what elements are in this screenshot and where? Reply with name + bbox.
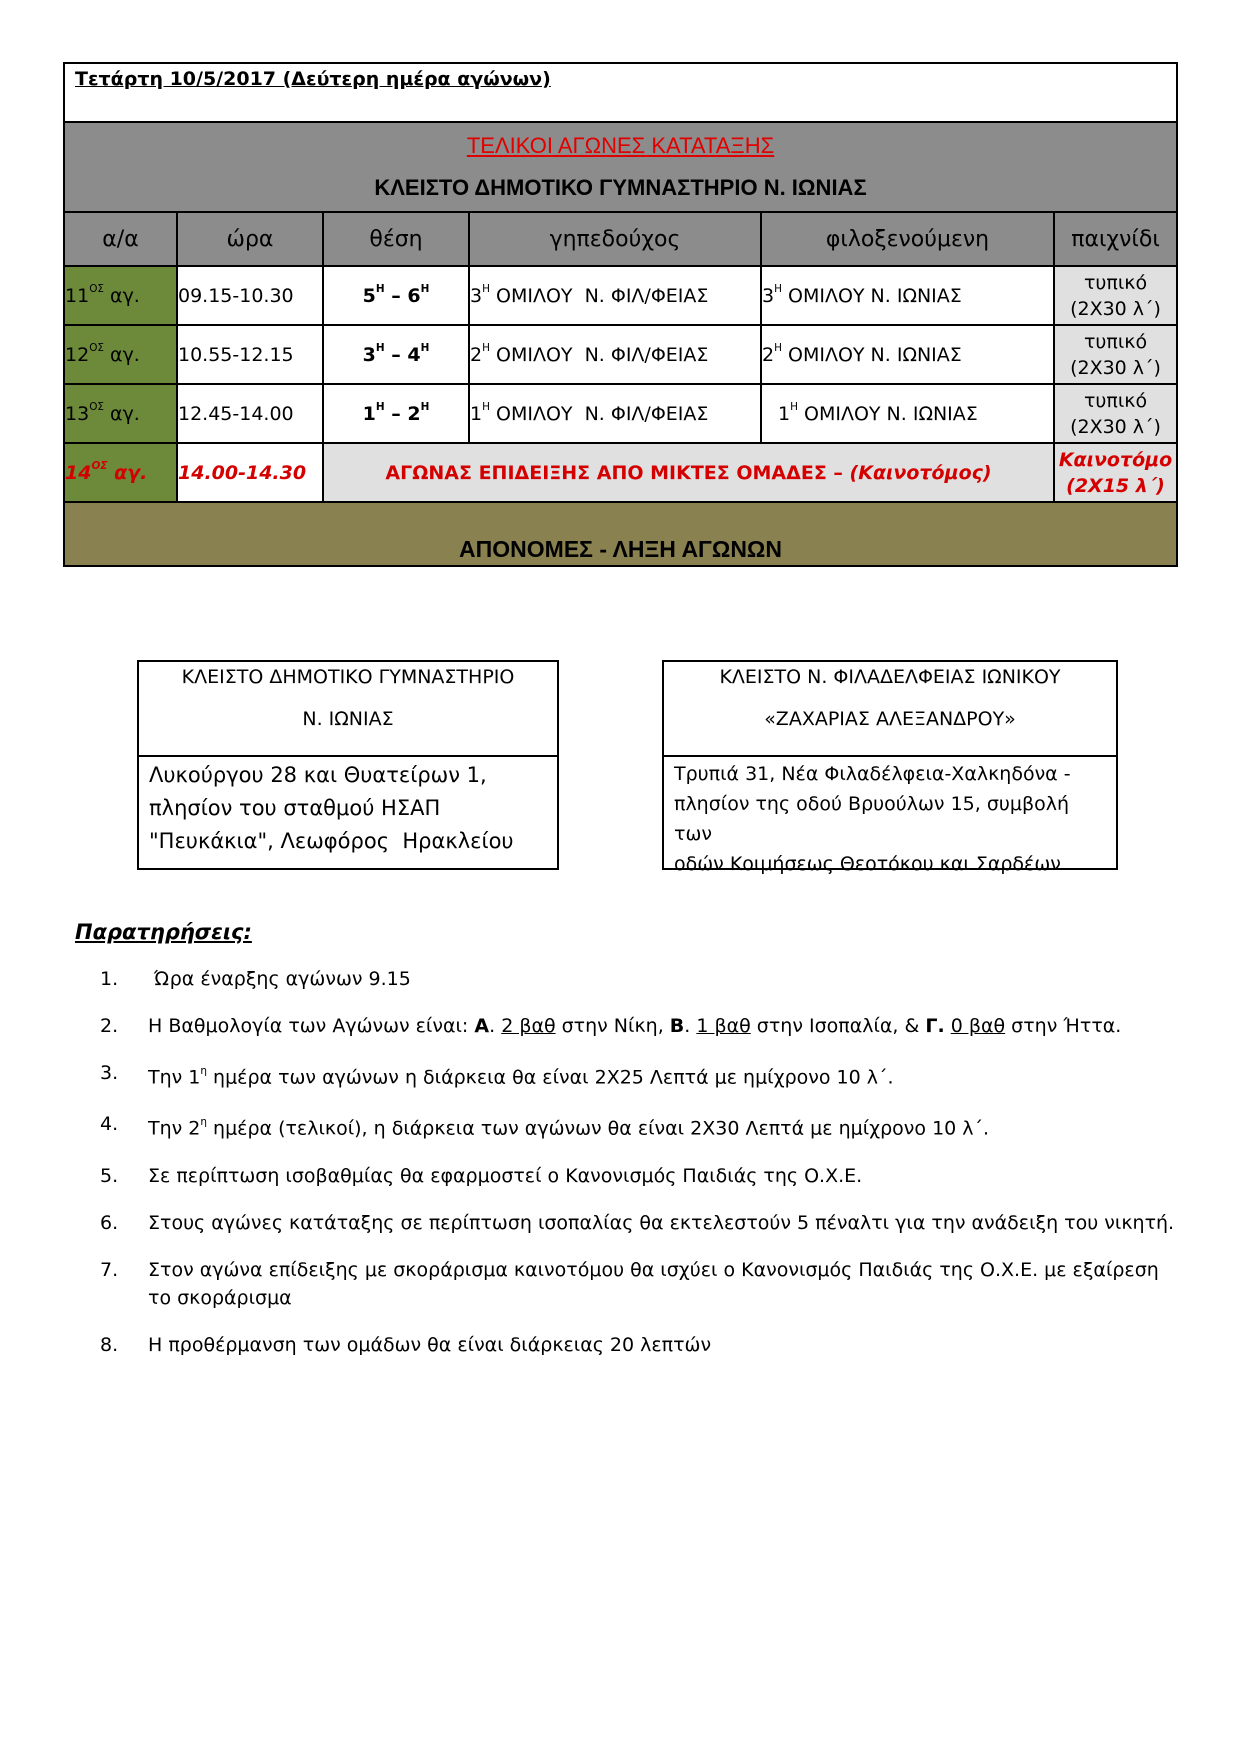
col-header-time: ώρα bbox=[177, 212, 323, 266]
match-position: $3^H - 4^H$ bbox=[323, 325, 469, 384]
list-item: 5. Σε περίπτωση ισοβαθμίας θα εφαρμοστεί ο Κανονισμός Παιδιάς της Ο.Χ.Ε. bbox=[100, 1164, 863, 1187]
demo-match-row bbox=[64, 443, 1177, 502]
home-team: $2^H$ ΟΜΙΛΟΥ Ν. ΦΙΛ/ΦΕΙΑΣ bbox=[469, 325, 761, 384]
notes-title: Παρατηρήσεις: bbox=[75, 920, 252, 944]
game-type: τυπικό (2Χ30 λ΄) bbox=[1054, 266, 1177, 325]
col-header-position: θέση bbox=[323, 212, 469, 266]
away-team: $3^H$ ΟΜΙΛΟΥ Ν. ΙΩΝΙΑΣ bbox=[761, 266, 1054, 325]
list-item: 2. Η Βαθμολογία των Αγώνων είναι: Α. 2 βαθ στην Νίκη, Β. 1 βαθ στην Ισοπαλία, & Γ. 0 βαθ στην Ήττα. bbox=[100, 1015, 1122, 1037]
schedule-table bbox=[63, 62, 1178, 567]
list-item: 8. Η προθέρμανση των ομάδων θα είναι διάρκειας 20 λεπτών bbox=[100, 1333, 712, 1356]
section-title: ΤΕΛΙΚΟΙ ΑΓΩΝΕΣ ΚΑΤΑΤΑΞΗΣ bbox=[466, 133, 775, 158]
table-header-row bbox=[64, 212, 1177, 266]
notes-list bbox=[100, 965, 1180, 1378]
list-item: 3. Την $1^\eta$ ημέρα των αγώνων η διάρκεια θα είναι 2Χ25 Λεπτά με ημίχρονο 10 λ΄. bbox=[100, 1062, 894, 1089]
table-row bbox=[64, 266, 1177, 325]
col-header-away: φιλοξενούμενη bbox=[761, 212, 1054, 266]
list-item: 6. Στους αγώνες κατάταξης σε περίπτωση ισοπαλίας θα εκτελεστούν 5 πέναλτι για την ανάδειξη του νικητή. bbox=[100, 1211, 1175, 1234]
awards-footer: ΑΠΟΝΟΜΕΣ - ΛΗΞΗ ΑΓΩΝΩΝ bbox=[64, 502, 1177, 566]
table-row bbox=[64, 325, 1177, 384]
col-header-home: γηπεδούχος bbox=[469, 212, 761, 266]
list-item: 4. Την $2^\eta$ ημέρα (τελικοί), η διάρκεια των αγώνων θα είναι 2Χ30 Λεπτά με ημίχρονο 10 λ΄. bbox=[100, 1113, 990, 1140]
game-type: Καινοτόμο (2Χ15 λ΄) bbox=[1054, 443, 1177, 502]
venue-box-nea-ionia bbox=[137, 660, 559, 870]
match-time: 14.00-14.30 bbox=[177, 443, 323, 502]
col-header-aa: α/α bbox=[64, 212, 177, 266]
date-line: Τετάρτη 10/5/2017 (Δεύτερη ημέρα αγώνων) bbox=[64, 63, 1177, 122]
game-type: τυπικό (2Χ30 λ΄) bbox=[1054, 325, 1177, 384]
match-time: 10.55-12.15 bbox=[177, 325, 323, 384]
venue-address: Λυκούργου 28 και Θυατείρων 1, πλησίον του σταθμού ΗΣΑΠ "Πευκάκια", Λεωφόρος Ηρακλείου bbox=[149, 763, 514, 853]
col-header-game: παιχνίδι bbox=[1054, 212, 1177, 266]
list-item: 1. Ώρα έναρξης αγώνων 9.15 bbox=[100, 968, 411, 990]
demo-match-description: ΑΓΩΝΑΣ ΕΠΙΔΕΙΞΗΣ ΑΠΟ ΜΙΚΤΕΣ ΟΜΑΔΕΣ – (Καινοτόμος) bbox=[323, 443, 1054, 502]
list-item: 7. Στον αγώνα επίδειξης με σκοράρισμα καινοτόμου θα ισχύει ο Κανονισμός Παιδιάς της Ο.Χ.Ε. με εξαίρεση το σκοράρισμα bbox=[100, 1258, 1159, 1309]
match-position: $5^H - 6^H$ bbox=[323, 266, 469, 325]
away-team: $2^H$ ΟΜΙΛΟΥ Ν. ΙΩΝΙΑΣ bbox=[761, 325, 1054, 384]
title-block bbox=[64, 122, 1177, 212]
match-number: $14^{O\Sigma}$ αγ. bbox=[64, 443, 177, 502]
away-team: $1^H$ ΟΜΙΛΟΥ Ν. ΙΩΝΙΑΣ bbox=[761, 384, 1054, 443]
match-number: $13^{O\Sigma}$ αγ. bbox=[64, 384, 177, 443]
table-row bbox=[64, 384, 1177, 443]
match-number: $12^{O\Sigma}$ αγ. bbox=[64, 325, 177, 384]
venue-box-nea-filadelfeia bbox=[662, 660, 1118, 875]
venue-name: ΚΛΕΙΣΤΟ Ν. ΦΙΛΑΔΕΛΦΕΙΑΣ ΙΩΝΙΚΟΥ «ΖΑΧΑΡΙΑΣ ΑΛΕΞΑΝΔΡΟΥ» bbox=[664, 662, 1116, 757]
match-position: $1^H - 2^H$ bbox=[323, 384, 469, 443]
venue-name: ΚΛΕΙΣΤΟ ΔΗΜΟΤΙΚΟ ΓΥΜΝΑΣΤΗΡΙΟ Ν. ΙΩΝΙΑΣ bbox=[139, 662, 557, 757]
match-time: 09.15-10.30 bbox=[177, 266, 323, 325]
game-type: τυπικό (2Χ30 λ΄) bbox=[1054, 384, 1177, 443]
home-team: $1^H$ ΟΜΙΛΟΥ Ν. ΦΙΛ/ΦΕΙΑΣ bbox=[469, 384, 761, 443]
home-team: $3^H$ ΟΜΙΛΟΥ Ν. ΦΙΛ/ΦΕΙΑΣ bbox=[469, 266, 761, 325]
venue-address: Τρυπιά 31, Νέα Φιλαδέλφεια-Χαλκηδόνα - πλησίον της οδού Βρυούλων 15, συμβολή των οδών Κοιμήσεως Θεοτόκου και Σαρδέων bbox=[674, 763, 1071, 875]
venue-title: ΚΛΕΙΣΤΟ ΔΗΜΟΤΙΚΟ ΓΥΜΝΑΣΤΗΡΙΟ Ν. ΙΩΝΙΑΣ bbox=[374, 175, 867, 200]
match-number: $11^{O\Sigma}$ αγ. bbox=[64, 266, 177, 325]
match-time: 12.45-14.00 bbox=[177, 384, 323, 443]
